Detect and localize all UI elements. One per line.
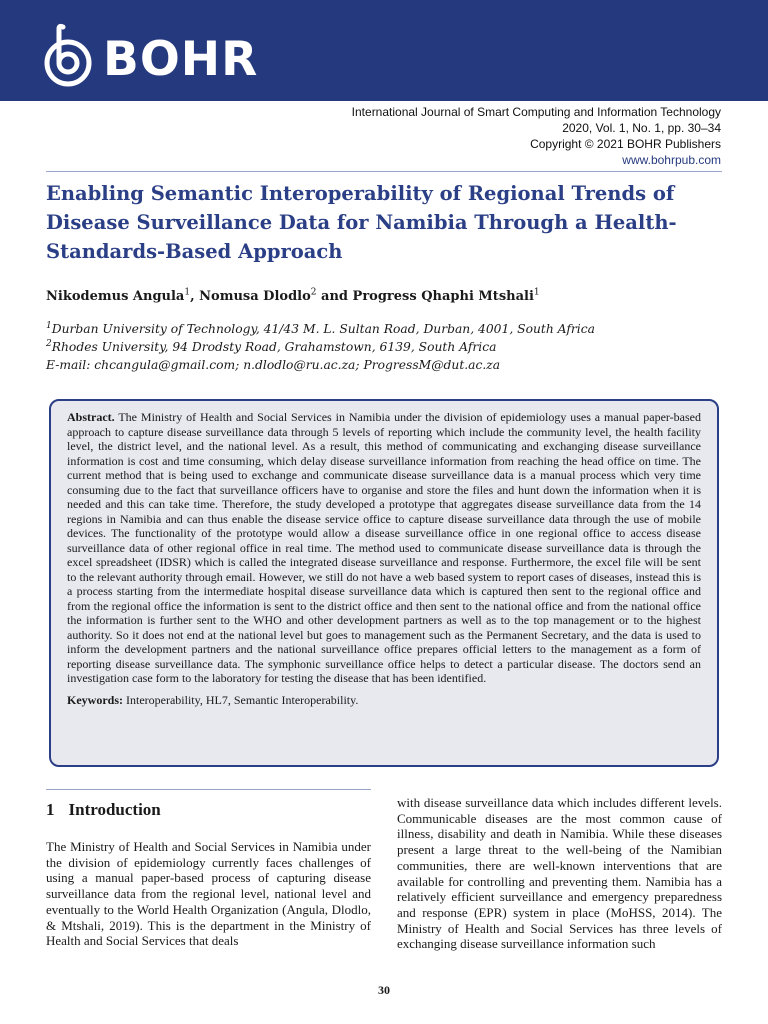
- author-emails: E-mail: chcangula@gmail.com; n.dlodlo@ru.ac.za; ProgressM@dut.ac.za: [46, 358, 501, 372]
- affiliations: [46, 320, 595, 374]
- bohr-logo-icon: [43, 23, 95, 87]
- affil-mark: 2: [46, 338, 52, 349]
- brand-name: BOHR: [103, 31, 259, 87]
- body-text-right-column: with disease surveillance data which includes different levels. Communicable diseases are the most common cause of illness, disability and death in Namibia. While these diseases present a large threat to the well-being of the Namibian communities, there are well-known interventions that are available for controlling and preventing them. Namibia has a relatively efficient surveillance and emergency preparedness and response (EPR) system in place (MoHSS, 2014). The Ministry of Health and Social Services has three levels of exchanging disease surveillance information such: [397, 795, 722, 952]
- section-number: 1: [46, 800, 55, 819]
- affiliation-text: Durban University of Technology, 41/43 M. L. Sultan Road, Durban, 4001, South Africa: [51, 322, 595, 336]
- abstract-box: [49, 399, 719, 767]
- header-banner: [0, 0, 768, 101]
- author-affil-mark: 1: [533, 287, 540, 298]
- journal-info: [352, 104, 721, 168]
- bohr-logo[interactable]: [43, 20, 258, 90]
- author-list: [46, 289, 540, 304]
- abstract: [67, 410, 701, 686]
- paper-title: Enabling Semantic Interoperability of Regional Trends of Disease Surveillance Data for Namibia Through a Health-Standards-Based Approach: [46, 182, 677, 263]
- author-affil-mark: 1: [184, 287, 191, 298]
- author-affil-mark: 2: [310, 287, 317, 298]
- author-name: Nikodemus Angula: [46, 289, 185, 304]
- author-separator: and: [316, 289, 353, 304]
- keywords-list: Interoperability, HL7, Semantic Interoperability.: [126, 692, 359, 707]
- affiliation-line: [46, 338, 595, 356]
- abstract-body: The Ministry of Health and Social Services in Namibia under the division of epidemiology uses a manual paper-based approach to capture disease surveillance data through 5 levels of reporting which include the community level, the health facility level, the district level, and the national level. As a result, this method of communicating and exchanging disease surveillance information is cost and time consuming, which delay disease surveillance information from reaching the head office on time. The current method that is being used to exchange and communicate disease surveillance data is a manual process which very time consuming due to the fact that surveillance officers have to organise and store the files and hunt down the information when it is needed and this can take time. Therefore, the study developed a prototype that aggregates disease surveillance data from the 14 regions in Namibia and can thus enable the disease service office to capture disease surveillance data through the use of mobile devices. The functionality of the prototype would allow a disease surveillance office in one regional office to access disease surveillance data of other regional office in real time. The method used to communicate disease surveillance data is through the excel spreadsheet (IDSR) which is called the integrated disease surveillance and response. Furthermore, the excel file will be sent to the relevant authority through email. However, we still do not have a web based system to report cases of diseases, instead this is a process starting from the intermediate hospital disease surveillance data which is captured then sent to the regional office and from the regional office the information is sent to the district office and then sent to the national office and from the national office the information is further sent to the WHO and other development partners as well as to the top management or to the highest authority. So it does not end at the national level but goes to management such as the Permanent Secretary, and the data is used to inform the development partners and the national surveillance office prepares official letters to the management as a form of reporting disease surveillance data. The symphonic surveillance office helps to detect a particular disease. The doctors send an investigation case form to the laboratory for testing the disease that has been identified.: [67, 410, 701, 685]
- affiliation-text: Rhodes University, 94 Drodsty Road, Grahamstown, 6139, South Africa: [51, 340, 497, 354]
- affiliation-line: [46, 320, 595, 338]
- page-number: 30: [378, 983, 390, 997]
- journal-name: International Journal of Smart Computing and Information Technology: [351, 105, 721, 119]
- journal-issue: 2020, Vol. 1, No. 1, pp. 30–34: [562, 121, 721, 135]
- journal-copyright: Copyright © 2021 BOHR Publishers: [530, 137, 721, 151]
- author-name: Nomusa Dlodlo: [199, 289, 311, 304]
- keywords: [67, 693, 701, 708]
- section-divider: [46, 789, 371, 790]
- header-divider: [46, 171, 722, 172]
- affil-mark: 1: [46, 320, 52, 331]
- journal-url-link[interactable]: www.bohrpub.com: [622, 153, 721, 167]
- section-title: Introduction: [68, 800, 161, 819]
- section-heading: [46, 800, 161, 820]
- abstract-label: Abstract.: [67, 410, 115, 424]
- body-text-left-column: The Ministry of Health and Social Services in Namibia under the division of epidemiology currently faces challenges of using a manual paper-based process of capturing disease surveillance data from the regional level, national level and eventually to the World Health Organization (Angula, Dlodlo, & Mtshali, 2019). This is the department in the Ministry of Health and Social Services that deals: [46, 839, 371, 949]
- author-name: Progress Qhaphi Mtshali: [352, 289, 534, 304]
- author-separator: ,: [190, 289, 200, 304]
- keywords-label: Keywords:: [67, 692, 123, 707]
